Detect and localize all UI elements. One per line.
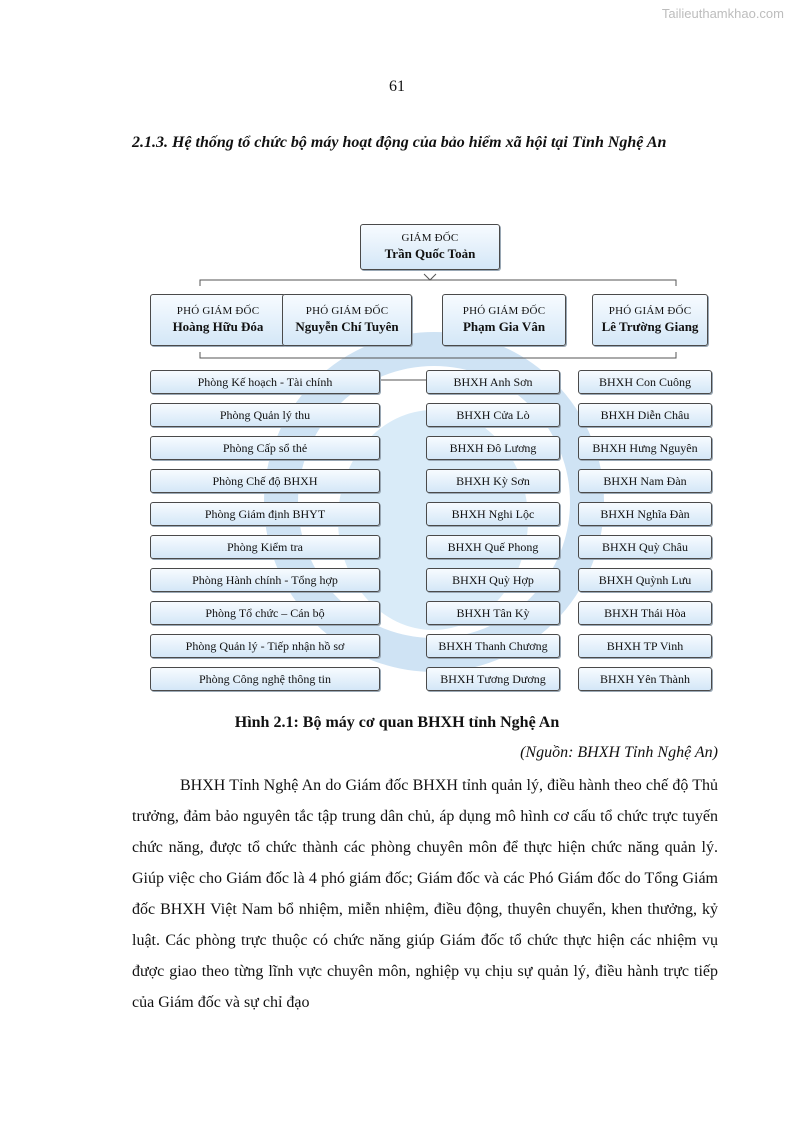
section-heading: 2.1.3. Hệ thống tổ chức bộ máy hoạt động của bảo hiểm xã hội tại Tỉnh Nghệ An xyxy=(132,134,667,151)
department-box: Phòng Hành chính - Tổng hợp xyxy=(150,568,380,592)
director-box xyxy=(360,224,500,270)
department-box: Phòng Cấp sổ thẻ xyxy=(150,436,380,460)
deputy-title: PHÓ GIÁM ĐỐC xyxy=(462,305,546,317)
deputy-name: Lê Trường Giang xyxy=(601,319,699,334)
district-office-box: BHXH Con Cuông xyxy=(578,370,712,394)
district-office-box: BHXH Nam Đàn xyxy=(578,469,712,493)
deputy-box-4 xyxy=(592,294,708,346)
department-box: Phòng Quản lý thu xyxy=(150,403,380,427)
figure-caption: Hình 2.1: Bộ máy cơ quan BHXH tỉnh Nghệ An xyxy=(234,714,560,731)
district-office-box: BHXH Thái Hòa xyxy=(578,601,712,625)
district-office-box: BHXH Quế Phong xyxy=(426,535,560,559)
department-box: Phòng Tổ chức – Cán bộ xyxy=(150,601,380,625)
district-office-box: BHXH Kỳ Sơn xyxy=(426,469,560,493)
deputy-box-2 xyxy=(282,294,412,346)
department-box: Phòng Kiểm tra xyxy=(150,535,380,559)
district-office-box: BHXH TP Vinh xyxy=(578,634,712,658)
district-office-box: BHXH Diễn Châu xyxy=(578,403,712,427)
district-office-box: BHXH Quỳ Châu xyxy=(578,535,712,559)
district-office-box: BHXH Quỳnh Lưu xyxy=(578,568,712,592)
deputy-name: Phạm Gia Vân xyxy=(462,319,546,334)
department-box: Phòng Kế hoạch - Tài chính xyxy=(150,370,380,394)
deputy-box-1 xyxy=(150,294,286,346)
page-number: 61 xyxy=(389,78,405,95)
director-name: Trần Quốc Toản xyxy=(384,246,476,261)
district-office-box: BHXH Tương Dương xyxy=(426,667,560,691)
district-office-box: BHXH Nghĩa Đàn xyxy=(578,502,712,526)
director-connector xyxy=(424,274,436,280)
district-office-box: BHXH Tân Kỳ xyxy=(426,601,560,625)
figure-source: (Nguồn: BHXH Tỉnh Nghệ An) xyxy=(520,744,718,761)
district-office-box: BHXH Quỳ Hợp xyxy=(426,568,560,592)
deputy-title: PHÓ GIÁM ĐỐC xyxy=(305,305,389,317)
deputies-bracket-top xyxy=(200,280,676,286)
deputy-box-3 xyxy=(442,294,566,346)
district-office-box: BHXH Thanh Chương xyxy=(426,634,560,658)
district-office-box: BHXH Cửa Lò xyxy=(426,403,560,427)
deputies-bracket-bottom xyxy=(200,352,676,358)
district-office-box: BHXH Yên Thành xyxy=(578,667,712,691)
district-office-box: BHXH Anh Sơn xyxy=(426,370,560,394)
district-office-box: BHXH Đô Lương xyxy=(426,436,560,460)
department-box: Phòng Chế độ BHXH xyxy=(150,469,380,493)
department-box: Phòng Công nghệ thông tin xyxy=(150,667,380,691)
deputy-name: Nguyễn Chí Tuyên xyxy=(295,319,399,334)
director-title: GIÁM ĐỐC xyxy=(401,232,459,244)
department-box: Phòng Giám định BHYT xyxy=(150,502,380,526)
department-box: Phòng Quản lý - Tiếp nhận hồ sơ xyxy=(150,634,380,658)
deputy-title: PHÓ GIÁM ĐỐC xyxy=(608,305,692,317)
district-office-box: BHXH Nghi Lộc xyxy=(426,502,560,526)
watermark: Tailieuthamkhao.com xyxy=(661,6,784,21)
deputy-title: PHÓ GIÁM ĐỐC xyxy=(176,305,260,317)
org-chart xyxy=(148,220,714,696)
body-paragraph: BHXH Tỉnh Nghệ An do Giám đốc BHXH tỉnh quản lý, điều hành theo chế độ Thủ trưởng, đảm bảo nguyên tắc tập trung dân chủ, áp dụng mô hình cơ cấu tổ chức trực tuyến chức năng, được tổ chức thành các phòng chuyên môn để thực hiện chức năng quản lý. Giúp việc cho Giám đốc là 4 phó giám đốc; Giám đốc và các Phó Giám đốc do Tổng Giám đốc BHXH Việt Nam bổ nhiệm, miễn nhiệm, điều động, thuyên chuyển, khen thưởng, kỷ luật. Các phòng trực thuộc có chức năng giúp Giám đốc tổ chức thực hiện các nhiệm vụ được giao theo từng lĩnh vực chuyên môn, nghiệp vụ chịu sự quản lý, điều hành trực tiếp của Giám đốc và sự chỉ đạo xyxy=(132,777,718,1011)
deputy-name: Hoàng Hữu Đóa xyxy=(172,319,264,334)
district-office-box: BHXH Hưng Nguyên xyxy=(578,436,712,460)
